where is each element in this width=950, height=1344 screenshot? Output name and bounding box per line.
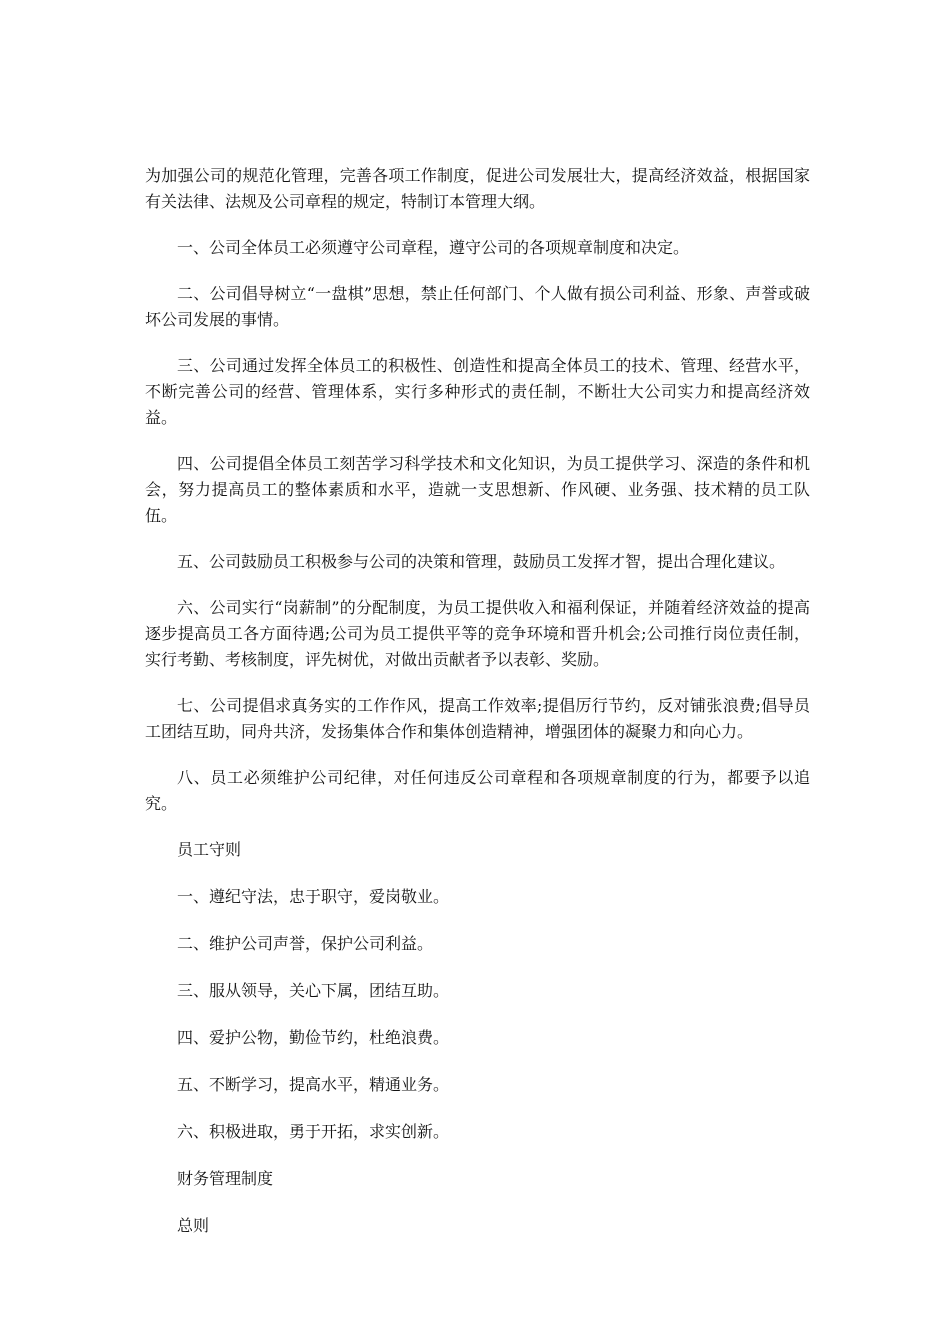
rule-5: 五、不断学习，提高水平，精通业务。 <box>177 1075 450 1094</box>
article-7: 七、公司提倡求真务实的工作作风，提高工作效率;提倡厉行节约，反对铺张浪费;倡导员工团结互助，同舟共济，发扬集体合作和集体创造精神，增强团体的凝聚力和向心力。 <box>145 696 810 741</box>
document-body <box>145 163 810 1260</box>
article-8: 八、员工必须维护公司纪律，对任何违反公司章程和各项规章制度的行为，都要予以追究。 <box>145 768 810 813</box>
rule-4: 四、爱护公物，勤俭节约，杜绝浪费。 <box>177 1028 450 1047</box>
article-1: 一、公司全体员工必须遵守公司章程，遵守公司的各项规章制度和决定。 <box>177 238 690 257</box>
rule-2: 二、维护公司声誉，保护公司利益。 <box>177 934 434 953</box>
rule-6: 六、积极进取，勇于开拓，求实创新。 <box>177 1122 450 1141</box>
article-2: 二、公司倡导树立“一盘棋”思想，禁止任何部门、个人做有损公司利益、形象、声誉或破坏公司发展的事情。 <box>145 284 810 329</box>
article-5: 五、公司鼓励员工积极参与公司的决策和管理，鼓励员工发挥才智，提出合理化建议。 <box>177 552 786 571</box>
article-6: 六、公司实行“岗薪制”的分配制度，为员工提供收入和福利保证，并随着经济效益的提高逐步提高员工各方面待遇;公司为员工提供平等的竞争环境和晋升机会;公司推行岗位责任制，实行考勤、考核制度，评先树优，对做出贡献者予以表彰、奖励。 <box>145 598 810 669</box>
rules-heading: 员工守则 <box>177 840 242 859</box>
intro-paragraph: 为加强公司的规范化管理，完善各项工作制度，促进公司发展壮大，提高经济效益，根据国家有关法律、法规及公司章程的规定，特制订本管理大纲。 <box>145 166 810 211</box>
rule-1: 一、遵纪守法，忠于职守，爱岗敬业。 <box>177 887 450 906</box>
finance-heading: 财务管理制度 <box>177 1169 274 1188</box>
general-heading: 总则 <box>177 1216 210 1235</box>
rule-3: 三、服从领导，关心下属，团结互助。 <box>177 981 450 1000</box>
article-3: 三、公司通过发挥全体员工的积极性、创造性和提高全体员工的技术、管理、经营水平，不断完善公司的经营、管理体系，实行多种形式的责任制，不断壮大公司实力和提高经济效益。 <box>145 356 810 427</box>
article-4: 四、公司提倡全体员工刻苦学习科学技术和文化知识，为员工提供学习、深造的条件和机会，努力提高员工的整体素质和水平，造就一支思想新、作风硬、业务强、技术精的员工队伍。 <box>145 454 810 525</box>
